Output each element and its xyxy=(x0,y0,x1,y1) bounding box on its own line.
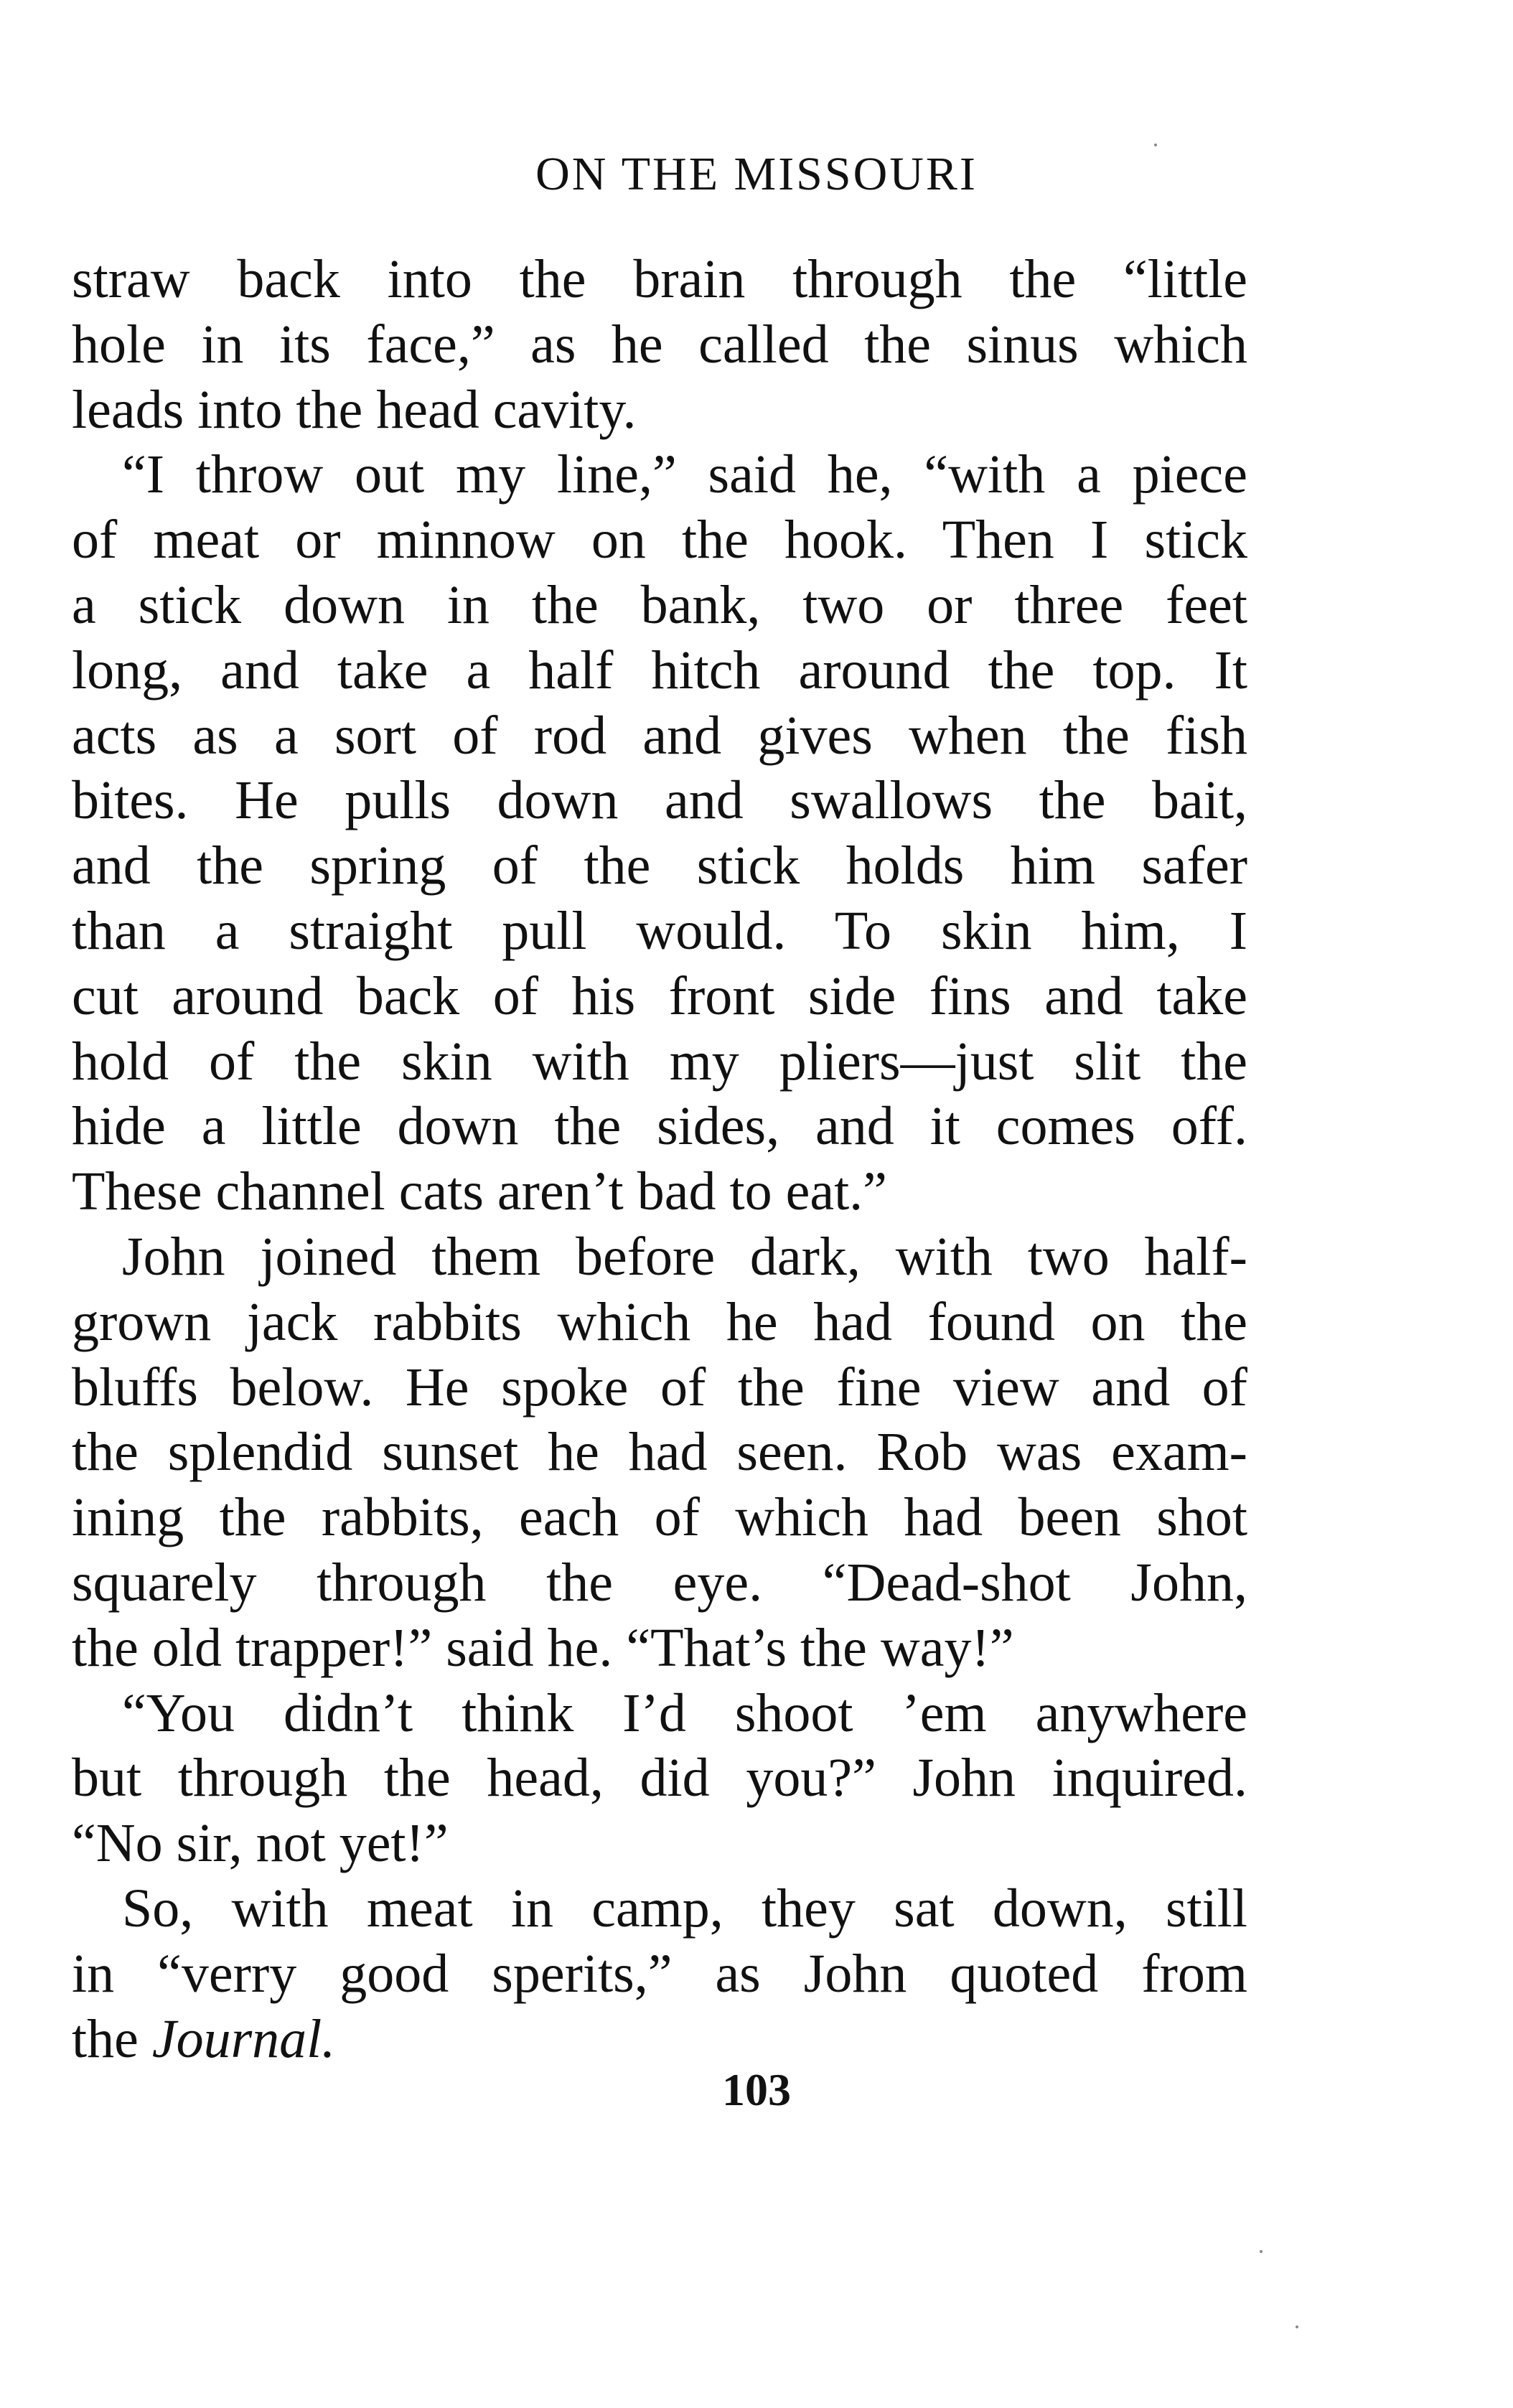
page-number: 103 xyxy=(722,2064,791,2115)
text-line: long, and take a half hitch around the top. It xyxy=(72,640,1247,701)
final-line xyxy=(72,2007,1247,2072)
text-line: “No sir, not yet!” xyxy=(72,1813,449,1874)
paragraph-2 xyxy=(72,442,1247,1224)
text-line: a stick down in the bank, two or three feet xyxy=(72,574,1247,635)
text-line: squarely through the eye. “Dead-shot John, xyxy=(72,1552,1247,1613)
text-line: ining the rabbits, each of which had been shot xyxy=(72,1487,1247,1548)
text-line: in “verry good sperits,” as John quoted from xyxy=(72,1943,1247,2004)
paper-speck xyxy=(1296,2325,1298,2328)
text-line: than a straight pull would. To skin him, I xyxy=(72,900,1247,961)
text-line: bluffs below. He spoke of the fine view and of xyxy=(72,1357,1247,1418)
text-line: John joined them before dark, with two half- xyxy=(122,1226,1247,1287)
text-line: So, with meat in camp, they sat down, still xyxy=(122,1878,1247,1939)
text-line: the splendid sunset he had seen. Rob was exam- xyxy=(72,1422,1247,1483)
paper-speck xyxy=(1154,144,1157,146)
text-line: leads into the head cavity. xyxy=(72,379,637,440)
text-line: hide a little down the sides, and it comes off. xyxy=(72,1096,1247,1157)
text-line: “You didn’t think I’d shoot ’em anywhere xyxy=(122,1682,1247,1743)
running-head: ON THE MISSOURI xyxy=(535,148,978,200)
text-line: cut around back of his front side fins and take xyxy=(72,965,1247,1026)
text-line: the old trapper!” said he. “That’s the way!” xyxy=(72,1617,1014,1678)
final-line-prefix: the xyxy=(72,2008,152,2069)
paragraph-4 xyxy=(72,1681,1247,1876)
text-line: acts as a sort of rod and gives when the fish xyxy=(72,705,1247,766)
text-line: but through the head, did you?” John inquired. xyxy=(72,1748,1247,1809)
journal-title: Journal. xyxy=(151,2008,336,2069)
text-line: “I throw out my line,” said he, “with a piece xyxy=(122,444,1247,505)
paper-speck xyxy=(1260,2250,1263,2253)
text-line: hold of the skin with my pliers—just slit the xyxy=(72,1031,1247,1092)
text-line: hole in its face,” as he called the sinus which xyxy=(72,314,1247,375)
paragraph-5 xyxy=(72,1876,1247,2071)
text-line: bites. He pulls down and swallows the bait, xyxy=(72,770,1247,831)
text-line: grown jack rabbits which he had found on the xyxy=(72,1291,1247,1352)
text-line: of meat or minnow on the hook. Then I stick xyxy=(72,510,1247,571)
paragraph-1 xyxy=(72,247,1247,442)
text-line: and the spring of the stick holds him safer xyxy=(72,835,1247,896)
text-line: These channel cats aren’t bad to eat.” xyxy=(72,1161,887,1222)
text-line: straw back into the brain through the “little xyxy=(72,249,1247,309)
paragraph-3 xyxy=(72,1224,1247,1681)
body-text xyxy=(72,247,1247,2071)
